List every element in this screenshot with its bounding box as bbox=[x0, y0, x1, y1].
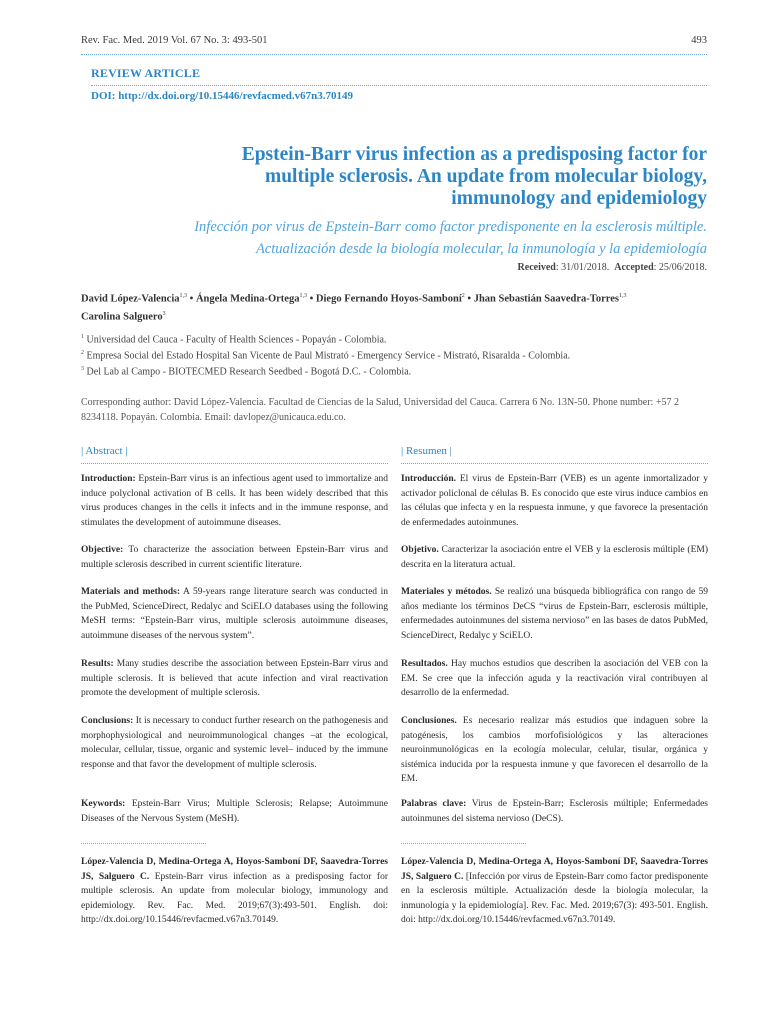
author-affiliation-marker: 1,3 bbox=[618, 293, 627, 299]
abstract-text: A 59-years range literature search was conducted in the PubMed, ScienceDirect, Redalyc and SciELO databases using the following MeSH terms: “Epstein-Barr virus, multiple sclerosis autoimmune diseases, autoimmune diseases of the nervous system”. bbox=[81, 587, 389, 641]
abstract-label: Objective: bbox=[81, 545, 124, 555]
resumen-text: El virus de Epstein-Barr (VEB) es un agente inmortalizador y activador policlonal de células B. Es conocido que este virus induce cambios en las células que infecta y en la respuesta inmune, y que favorece la presentación de enfermedades autoinmunes. bbox=[401, 474, 708, 528]
resumen-label: Conclusiones. bbox=[401, 716, 457, 726]
abstract-text: Many studies describe the association between Epstein-Barr virus and multiple sclerosis. It is believed that acute infection and viral reactivation promote the development of multiple sclerosis. bbox=[81, 659, 388, 698]
author-separator: • bbox=[464, 293, 474, 305]
subtitle-line: Infección por virus de Epstein-Barr como factor predisponente en la esclerosis múltiple. bbox=[194, 219, 707, 235]
subtitle-line: Actualización desde la biología molecular, la inmunología y la epidemiología bbox=[255, 241, 707, 257]
doi-link[interactable]: DOI: http://dx.doi.org/10.15446/revfacmed.v67n3.70149 bbox=[91, 90, 353, 102]
author-name: David López-Valencia bbox=[81, 293, 180, 305]
received-label: Received bbox=[517, 262, 556, 273]
corresponding-author: Corresponding author: David López-Valencia. Facultad de Ciencias de la Salud, Universidad del Cauca. Carrera 6 No. 13N-50. Phone number: +57 2 8234118. Popayán. Colombia. Email: davlopez@unicauca.edu.co. bbox=[81, 397, 679, 423]
title-line: immunology and epidemiology bbox=[451, 188, 707, 209]
author-name: Carolina Salguero bbox=[81, 311, 163, 322]
abstract-label: Keywords: bbox=[81, 799, 126, 809]
abstract-text: It is necessary to conduct further research on the pathogenesis and morphophysiological and neuroimmunological changes –at the ecological, molecular, cellular, tissue, organic and systemic level– induced by the immune response and that favor the development of multiple sclerosis. bbox=[81, 716, 388, 770]
abstract-conclusions bbox=[81, 714, 388, 772]
affiliation-number: 2 bbox=[81, 350, 84, 356]
resumen-introduccion bbox=[401, 472, 708, 530]
resumen-palabras-clave bbox=[401, 797, 708, 826]
abstract-methods bbox=[81, 585, 388, 643]
affiliation-text: Universidad del Cauca - Faculty of Health Sciences - Popayán - Colombia. bbox=[86, 334, 387, 346]
resumen-text: Se realizó una búsqueda bibliográfica con rango de 59 años mediante los términos DeCS “virus de Epstein-Barr, esclerosis múltiple, enfermedades autoinmunes del sistema nervioso” en las bases de datos PubMed, ScienceDirect, Redalyc y SciELO. bbox=[401, 587, 708, 641]
abstract-divider bbox=[81, 463, 388, 464]
affiliation-item bbox=[81, 366, 411, 377]
abstract-results bbox=[81, 657, 388, 701]
resumen-resultados bbox=[401, 657, 708, 701]
abstract-label: Introduction: bbox=[81, 474, 136, 484]
article-title bbox=[147, 144, 707, 210]
affiliation-item bbox=[81, 350, 570, 361]
citation-text: Epstein-Barr virus infection as a predisposing factor for multiple sclerosis. An update from molecular biology, immunology and epidemiology. Rev. Fac. Med. 2019;67(3):493-501. English. doi: http://dx.doi.org/10.15446/revfacmed.v67n3.70149. bbox=[81, 871, 388, 925]
article-type-divider bbox=[91, 85, 707, 86]
abstract-label: Results: bbox=[81, 659, 114, 669]
resumen-label: Materiales y métodos. bbox=[401, 587, 492, 597]
received-date: : 31/01/2018. bbox=[555, 262, 610, 273]
resumen-label: Objetivo. bbox=[401, 545, 439, 555]
author-name: Ángela Medina-Ortega bbox=[195, 293, 300, 305]
citation-divider bbox=[401, 843, 526, 844]
abstract-objective bbox=[81, 543, 388, 572]
resumen-divider bbox=[401, 463, 708, 464]
author-affiliation-marker: 3 bbox=[162, 310, 166, 317]
author-name: Diego Fernando Hoyos-Samboní bbox=[315, 293, 462, 305]
title-line: multiple sclerosis. An update from molecular biology, bbox=[264, 166, 707, 187]
abstract-keywords bbox=[81, 797, 388, 826]
resumen-label: Palabras clave: bbox=[401, 799, 467, 809]
citation-text: [Infección por virus de Epstein-Barr como factor predisponente en la esclerosis múltiple. Actualización desde la biología molecular, la inmunología y la epidemiología]. Rev. Fac. Med. 2019;67(3): 493-501. English. doi: http://dx.doi.org/10.15446/revfacmed.v67n3.70149. bbox=[401, 871, 708, 925]
accepted-date: : 25/06/2018. bbox=[653, 262, 707, 273]
abstract-text: Epstein-Barr Virus; Multiple Sclerosis; Relapse; Autoimmune Diseases of the Nervous System (MeSH). bbox=[81, 799, 388, 824]
header-divider bbox=[81, 54, 707, 55]
abstract-label: Conclusions: bbox=[81, 716, 134, 726]
affiliation-item bbox=[81, 334, 386, 345]
citation-divider bbox=[81, 843, 206, 844]
author-separator: • bbox=[187, 293, 196, 305]
author-list bbox=[81, 289, 707, 324]
author-name: Jhan Sebastián Saavedra-Torres bbox=[473, 293, 619, 305]
page-number: 493 bbox=[691, 35, 707, 46]
title-line: Epstein-Barr virus infection as a predisposing factor for bbox=[241, 144, 707, 165]
abstract-citation bbox=[81, 855, 388, 928]
resumen-objetivo bbox=[401, 543, 708, 572]
author-affiliation-marker: 2 bbox=[461, 293, 465, 299]
resumen-citation bbox=[401, 855, 708, 928]
author-affiliation-marker: 1,3 bbox=[299, 293, 307, 299]
resumen-heading: | Resumen | bbox=[401, 445, 452, 457]
citation-authors: López-Valencia D, Medina-Ortega A, Hoyos-Samboní DF, Saavedra-Torres JS, Salguero C. bbox=[401, 857, 708, 882]
resumen-text: Es necesario realizar más estudios que indaguen sobre la patogénesis, los cambios morfofisiológicos y las alteraciones neuroinmunológicas en la ecología molecular, celular, tisular, orgánica y sistémica inducida por la respuesta inmune y que favorecen el desarrollo de la EM. bbox=[401, 716, 708, 784]
abstract-text: Epstein-Barr virus is an infectious agent used to immortalize and induce polyclonal activation of B cells. It has been widely described that this virus produces changes in the cells it infects and in the immune response, and stimulates the development of autoimmune diseases. bbox=[81, 474, 388, 528]
affiliation-number: 1 bbox=[81, 334, 84, 340]
article-subtitle-spanish bbox=[67, 216, 707, 260]
author-separator: • bbox=[306, 293, 316, 305]
abstract-text: To characterize the association between Epstein-Barr virus and multiple sclerosis described in current scientific literature. bbox=[81, 545, 388, 570]
resumen-label: Resultados. bbox=[401, 659, 448, 669]
resumen-label: Introducción. bbox=[401, 474, 456, 484]
affiliation-text: Empresa Social del Estado Hospital San Vicente de Paul Mistrató - Emergency Service - Mistrató, Risaralda - Colombia. bbox=[86, 350, 571, 362]
resumen-conclusiones bbox=[401, 714, 708, 787]
affiliation-text: Del Lab al Campo - BIOTECMED Research Seedbed - Bogotá D.C. - Colombia. bbox=[86, 366, 412, 378]
resumen-metodos bbox=[401, 585, 708, 643]
author-affiliation-marker: 1,3 bbox=[179, 293, 187, 299]
received-accepted-dates bbox=[518, 262, 707, 273]
accepted-label: Accepted bbox=[614, 262, 654, 273]
affiliation-number: 3 bbox=[81, 366, 84, 372]
abstract-introduction bbox=[81, 472, 388, 530]
running-header-journal: Rev. Fac. Med. 2019 Vol. 67 No. 3: 493-501 bbox=[81, 35, 268, 46]
citation-authors: López-Valencia D, Medina-Ortega A, Hoyos-Samboní DF, Saavedra-Torres JS, Salguero C. bbox=[81, 857, 388, 882]
article-type: REVIEW ARTICLE bbox=[91, 66, 201, 80]
resumen-text: Hay muchos estudios que describen la asociación del VEB con la EM. Se cree que la infección aguda y la reactivación viral contribuyen al desarrollo de la enfermedad. bbox=[401, 659, 708, 698]
abstract-heading: | Abstract | bbox=[81, 445, 128, 457]
abstract-label: Materials and methods: bbox=[81, 587, 180, 597]
resumen-text: Caracterizar la asociación entre el VEB y la esclerosis múltiple (EM) descrita en la literatura actual. bbox=[401, 545, 708, 570]
resumen-text: Virus de Epstein-Barr; Esclerosis múltiple; Enfermedades autoinmunes del sistema nervioso (DeCS). bbox=[401, 799, 708, 824]
